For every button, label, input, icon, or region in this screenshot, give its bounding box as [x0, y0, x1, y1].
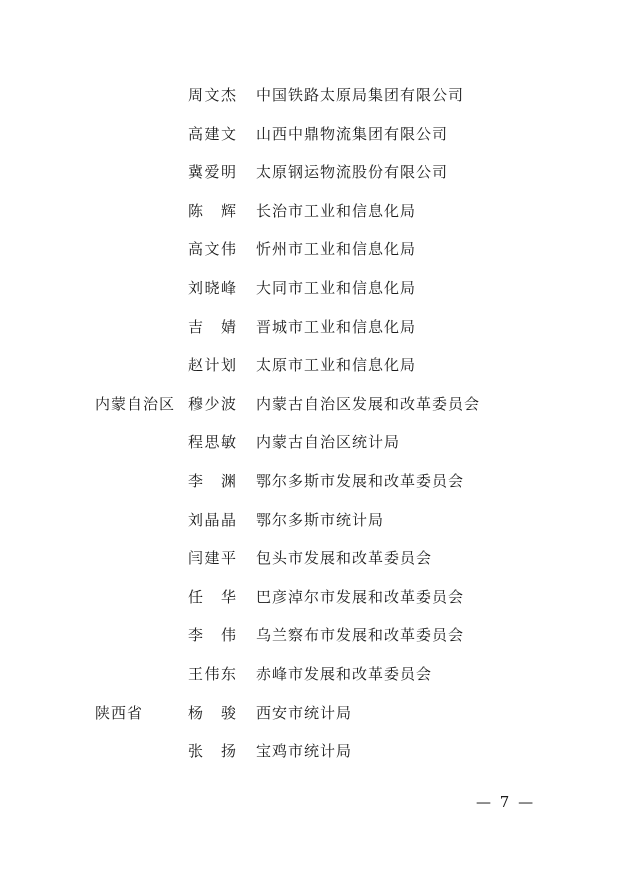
region-label: 内蒙自治区 — [95, 394, 176, 413]
list-item — [0, 80, 620, 119]
person-name: 周 文 杰 — [188, 86, 236, 104]
person-name: 高 文 伟 — [188, 240, 236, 259]
person-name: 冀 爱 明 — [188, 163, 236, 182]
person-name: 杨 骏 — [188, 703, 236, 722]
region-label: 陕西省 — [95, 703, 144, 722]
list-item — [0, 196, 620, 235]
person-name: 程 思 敏 — [188, 433, 236, 452]
person-name: 张 扬 — [188, 742, 236, 761]
organization-name: 西安市统计局 — [256, 703, 353, 722]
organization-name: 宝鸡市统计局 — [256, 742, 353, 761]
list-item — [0, 505, 620, 544]
person-name: 刘 晶 晶 — [188, 510, 236, 529]
organization-name: 晋城市工业和信息化局 — [256, 317, 417, 336]
list-item — [0, 543, 620, 582]
personnel-list — [0, 80, 620, 775]
person-name: 李 伟 — [188, 626, 236, 645]
organization-name: 鄂尔多斯市统计局 — [256, 510, 385, 529]
organization-name: 巴彦淖尔市发展和改革委员会 — [256, 587, 465, 606]
list-item — [0, 157, 620, 196]
person-name: 王 伟 东 — [188, 664, 236, 683]
list-item — [0, 620, 620, 659]
organization-name: 内蒙古自治区统计局 — [256, 433, 401, 452]
person-name: 穆 少 波 — [188, 394, 236, 413]
list-item — [0, 466, 620, 505]
organization-name: 乌兰察布市发展和改革委员会 — [256, 626, 465, 645]
list-item — [0, 736, 620, 775]
organization-name: 长治市工业和信息化局 — [256, 201, 417, 220]
organization-name: 山西中鼎物流集团有限公司 — [256, 124, 449, 143]
list-item — [0, 350, 620, 389]
organization-name: 鄂尔多斯市发展和改革委员会 — [256, 471, 465, 490]
organization-name: 太原钢运物流股份有限公司 — [256, 163, 449, 182]
list-item — [0, 659, 620, 698]
organization-name: 忻州市工业和信息化局 — [256, 240, 417, 259]
person-name: 高 建 文 — [188, 124, 236, 143]
person-name: 李 渊 — [188, 471, 236, 490]
organization-name: 中国铁路太原局集团有限公司 — [256, 86, 465, 104]
person-name: 任 华 — [188, 587, 236, 606]
list-item — [0, 427, 620, 466]
list-item — [0, 234, 620, 273]
person-name: 陈 辉 — [188, 201, 236, 220]
organization-name: 内蒙古自治区发展和改革委员会 — [256, 394, 481, 413]
list-item — [0, 582, 620, 621]
list-item — [0, 698, 620, 737]
organization-name: 赤峰市发展和改革委员会 — [256, 664, 433, 683]
page-number: — 7 — — [476, 793, 536, 811]
person-name: 刘 晓 峰 — [188, 278, 236, 297]
list-item — [0, 389, 620, 428]
organization-name: 太原市工业和信息化局 — [256, 356, 417, 375]
organization-name: 包头市发展和改革委员会 — [256, 549, 433, 568]
person-name: 赵 计 划 — [188, 356, 236, 375]
list-item — [0, 119, 620, 158]
person-name: 闫 建 平 — [188, 549, 236, 568]
list-item — [0, 312, 620, 351]
organization-name: 大同市工业和信息化局 — [256, 278, 417, 297]
list-item — [0, 273, 620, 312]
person-name: 吉 婧 — [188, 317, 236, 336]
